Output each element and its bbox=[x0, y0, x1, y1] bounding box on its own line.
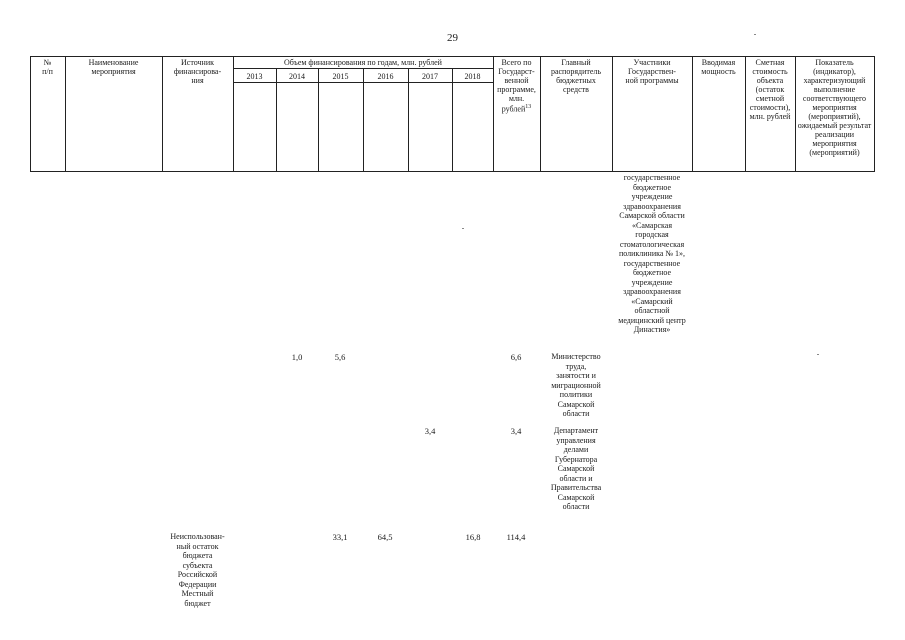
scan-speck bbox=[462, 228, 464, 229]
header-top-border bbox=[30, 56, 874, 57]
header-funding-source: Источник финансирова- ния bbox=[173, 58, 222, 85]
row1-total-value: 6,6 bbox=[510, 352, 522, 362]
row1-chief-administrator: Министерство труда, занятости и миграционной политики Самарской области bbox=[551, 352, 601, 418]
row2-total-value: 3,4 bbox=[510, 426, 522, 436]
header-funding-by-year: Объем финансирования по годам, млн. рублей bbox=[284, 58, 442, 67]
scan-speck bbox=[817, 354, 819, 355]
header-estimated-cost: Сметная стоимость объекта (остаток сметной стоимости), млн. рублей bbox=[749, 58, 791, 121]
header-participants: Участники Государствен- ной программы bbox=[625, 58, 679, 85]
header-year-2013: 2013 bbox=[246, 72, 263, 81]
header-indicator: Показатель (индикатор), характеризующий выполнение соответствующего мероприятия (мероприятий), ожидаемый результат реализации мероприятия (мероприятий) bbox=[797, 58, 872, 157]
header-capacity: Вводимая мощность bbox=[701, 58, 736, 76]
row3-2015-value: 33,1 bbox=[332, 532, 348, 542]
header-year-2016: 2016 bbox=[377, 72, 394, 81]
header-total: Всего по Государст- венной программе, млн. рублей$^{13}$ bbox=[497, 58, 536, 114]
header-activity-name: Наименование мероприятия bbox=[88, 58, 139, 76]
row3-2018-value: 16,8 bbox=[465, 532, 481, 542]
row3-funding-source: Неиспользован- ный остаток бюджета субъекта Российской Федерации Местный бюджет bbox=[170, 532, 225, 608]
row1-2014-value: 1,0 bbox=[291, 352, 303, 362]
header-year-2017: 2017 bbox=[422, 72, 438, 81]
header-chief-administrator: Главный распорядитель бюджетных средств bbox=[550, 58, 602, 94]
row2-chief-administrator: Департамент управления делами Губернатора Самарской области и Правительства Самарской области bbox=[550, 426, 602, 511]
row1-2015-value: 5,6 bbox=[334, 352, 346, 362]
scan-speck bbox=[754, 34, 756, 35]
row3-2016-value: 64,5 bbox=[377, 532, 393, 542]
row3-total-value: 114,4 bbox=[506, 532, 526, 542]
header-year-2018: 2018 bbox=[464, 72, 481, 81]
participants-cell: государственное бюджетное учреждение здравоохранения Самарской области «Самарская городская стоматологическая поликлиника № 1», государственное бюджетное учреждение здравоохранения «Самарский областной медицинский центр Династия» bbox=[618, 173, 686, 334]
header-year-2015: 2015 bbox=[332, 72, 349, 81]
header-year-2014: 2014 bbox=[289, 72, 305, 81]
row2-2017-value: 3,4 bbox=[424, 426, 436, 436]
page-number: 29 bbox=[447, 32, 458, 44]
header-number: № п/п bbox=[42, 58, 53, 76]
